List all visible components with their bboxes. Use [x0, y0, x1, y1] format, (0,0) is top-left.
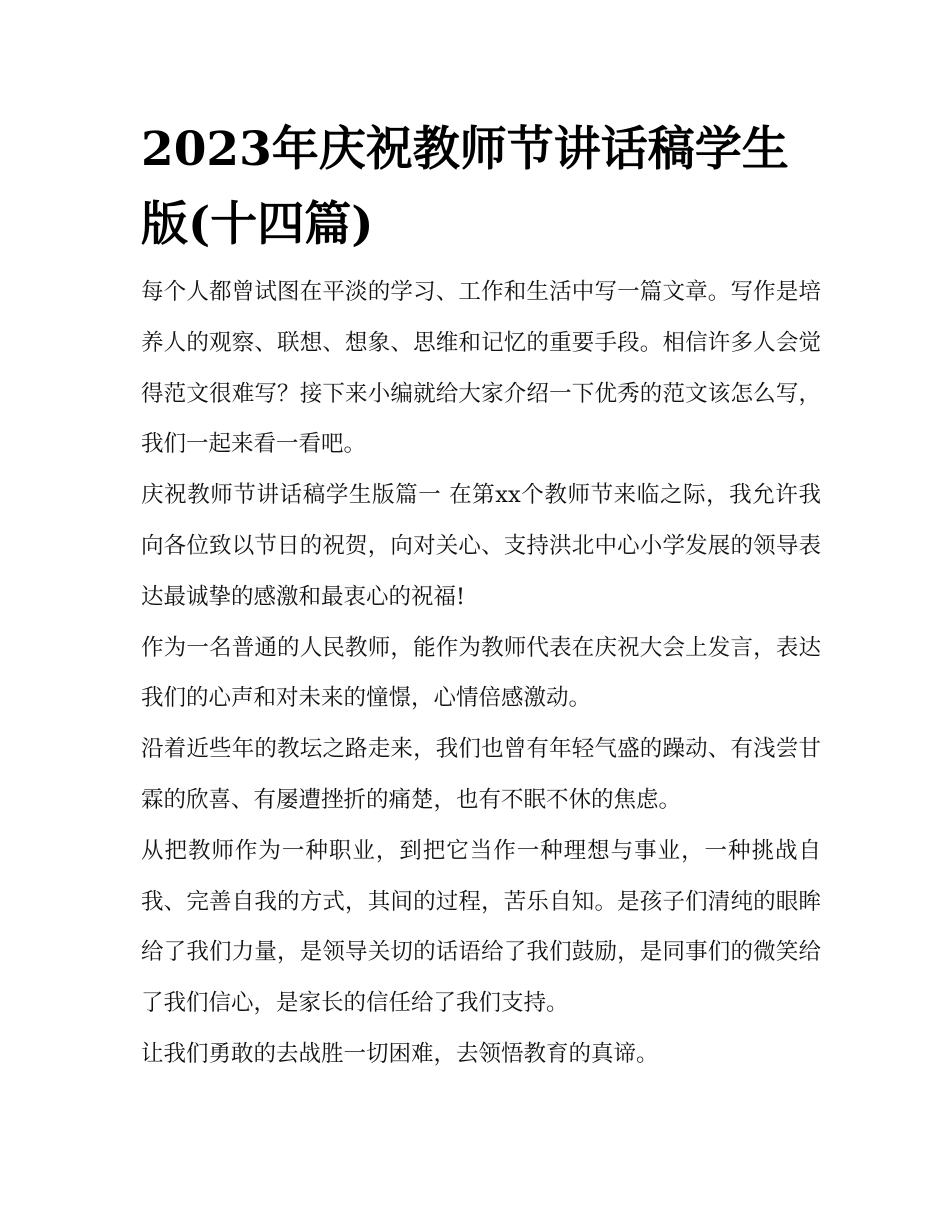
- paragraph-5: 让我们勇敢的去战胜一切困难，去领悟教育的真谛。: [141, 1040, 659, 1067]
- document-title: [141, 112, 821, 262]
- paragraph-1: 庆祝教师节讲话稿学生版篇一 在第xx个教师节来临之际，我允许我向各位致以节日的祝贺，向对关心、支持洪北中心小学发展的领导表达最诚挚的感激和最衷心的祝福!: [141, 482, 821, 610]
- paragraph-intro: 每个人都曾试图在平淡的学习、工作和生活中写一篇文章。写作是培养人的观察、联想、想象、思维和记忆的重要手段。相信许多人会觉得范文很难写？接下来小编就给大家介绍一下优秀的范文该怎么写，我们一起来看一看吧。: [141, 279, 821, 458]
- document-page: [141, 112, 821, 1080]
- document-body: [141, 267, 821, 1080]
- paragraph-3: 沿着近些年的教坛之路走来，我们也曾有年轻气盛的躁动、有浅尝甘霖的欣喜、有屡遭挫折的痛楚，也有不眠不休的焦虑。: [141, 736, 821, 813]
- paragraph-4: 从把教师作为一种职业，到把它当作一种理想与事业，一种挑战自我、完善自我的方式，其间的过程，苦乐自知。是孩子们清纯的眼眸给了我们力量，是领导关切的话语给了我们鼓励，是同事们的微笑给了我们信心，是家长的信任给了我们支持。: [141, 837, 821, 1017]
- title-line-2: 版(十四篇): [141, 197, 374, 252]
- title-line-1: 2023年庆祝教师节讲话稿学生: [141, 122, 789, 177]
- paragraph-2: 作为一名普通的人民教师，能作为教师代表在庆祝大会上发言，表达我们的心声和对未来的憧憬，心情倍感激动。: [141, 634, 821, 712]
